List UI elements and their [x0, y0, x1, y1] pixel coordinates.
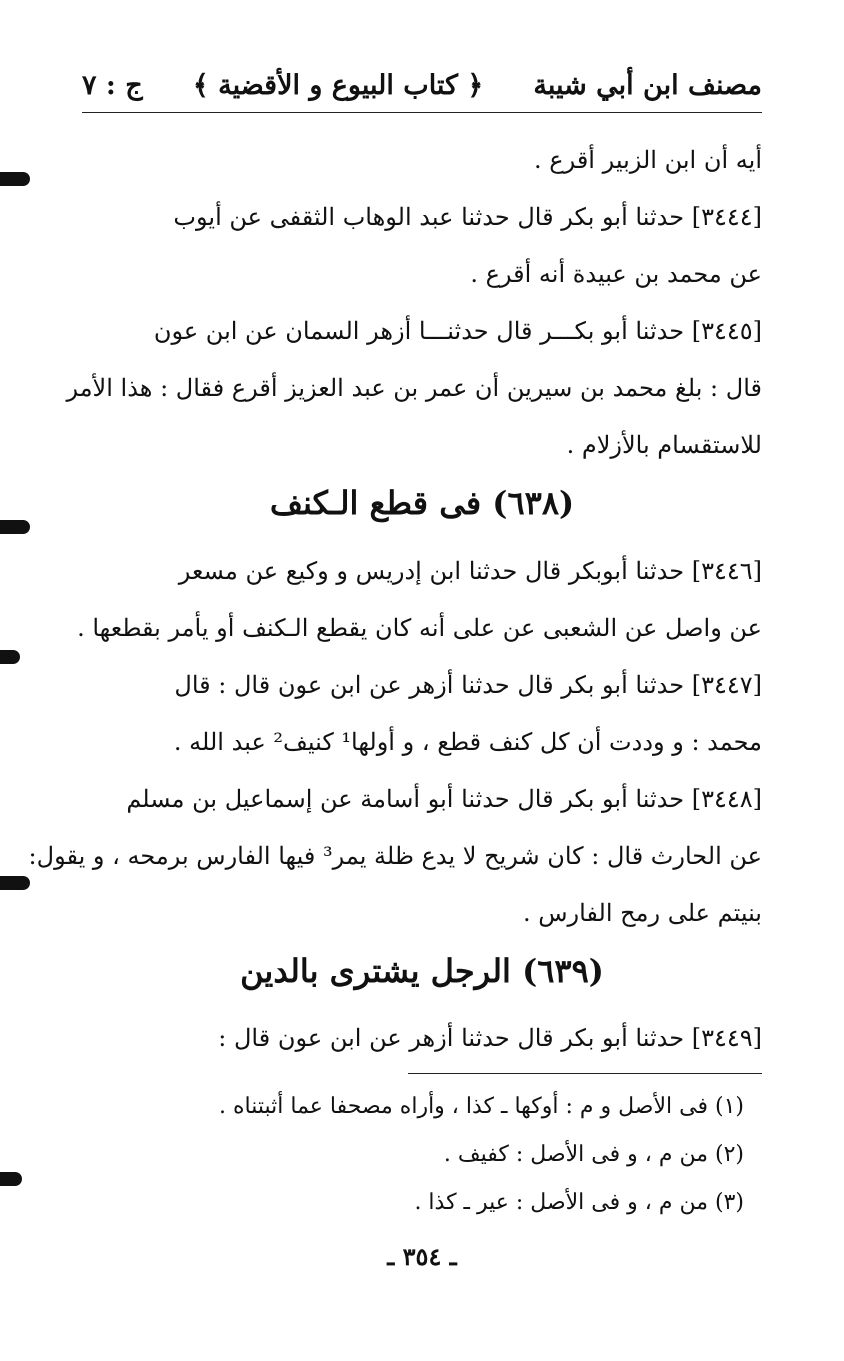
footnote-rule — [408, 1073, 762, 1074]
text-block-2 — [28, 543, 762, 942]
scan-edge-mark — [0, 520, 30, 534]
footnote-1: (١) فى الأصل و م : أوكها ـ كذا ، وأراه مصحفا عما أثبتناه . — [219, 1094, 744, 1119]
text-line: [٣٤٤٤] حدثنا أبو بكر قال حدثنا عبد الوهاب الثقفى عن أيوب — [173, 203, 762, 231]
scan-edge-mark — [0, 650, 20, 664]
text-line: محمد : و وددت أن كل كنف قطع ، و أولها¹ كنيف² عبد الله . — [173, 728, 762, 756]
chapter-title: ﴿ كتاب البيوع و الأقضية ﴾ — [192, 69, 484, 101]
text-line: [٣٤٤٧] حدثنا أبو بكر قال حدثنا أزهر عن ابن عون قال : قال — [174, 671, 762, 699]
text-block-1 — [66, 132, 762, 474]
page-number: ـ ٣٥٤ ـ — [387, 1242, 457, 1271]
text-line: بنيتم على رمح الفارس . — [522, 899, 762, 927]
text-line: عن محمد بن عبيدة أنه أقرع . — [470, 260, 762, 288]
running-header — [82, 62, 762, 108]
text-line: للاستقسام بالأزلام . — [566, 431, 762, 459]
scan-edge-mark — [0, 876, 30, 890]
book-title: مصنف ابن أبي شيبة — [533, 69, 762, 101]
text-line: قال : بلغ محمد بن سيرين أن عمر بن عبد العزيز أقرع فقال : هذا الأمر — [66, 374, 762, 402]
text-line: عن واصل عن الشعبى عن على أنه كان يقطع الـكنف أو يأمر بقطعها . — [77, 614, 762, 642]
text-line: عن الحارث قال : كان شريح لا يدع ظلة يمر³ فيها الفارس برمحه ، و يقول: — [28, 842, 762, 870]
footnote-3: (٣) من م ، و فى الأصل : عير ـ كذا . — [414, 1190, 744, 1215]
text-line: أيه أن ابن الزبير أقرع . — [534, 146, 762, 174]
text-line: [٣٤٤٨] حدثنا أبو بكر قال حدثنا أبو أسامة عن إسماعيل بن مسلم — [126, 785, 762, 813]
text-line: [٣٤٤٥] حدثنا أبو بكـــر قال حدثنـــا أزهر السمان عن ابن عون — [153, 317, 762, 345]
section-heading-638: (٦٣٨) فى قطع الـكنف — [269, 484, 575, 522]
text-block-3 — [82, 1010, 762, 1067]
section-heading-639: (٦٣٩) الرجل يشترى بالدين — [240, 952, 604, 990]
scan-edge-mark — [0, 1172, 22, 1186]
text-line: [٣٤٤٦] حدثنا أبوبكر قال حدثنا ابن إدريس و وكيع عن مسعر — [178, 557, 762, 585]
footnote-2: (٢) من م ، و فى الأصل : كفيف . — [443, 1142, 744, 1167]
text-line: [٣٤٤٩] حدثنا أبو بكر قال حدثنا أزهر عن ابن عون قال : — [218, 1024, 762, 1052]
volume-number: ج : ٧ — [82, 69, 143, 101]
footnotes — [84, 1083, 744, 1227]
header-rule — [82, 112, 762, 113]
scan-edge-mark — [0, 172, 30, 186]
